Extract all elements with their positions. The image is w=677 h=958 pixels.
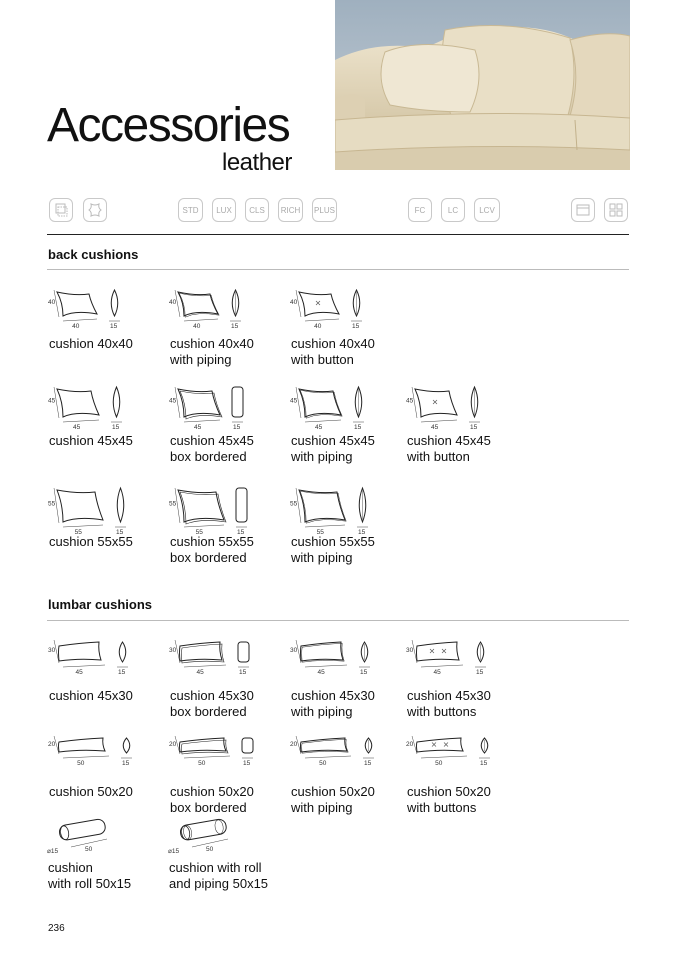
depth-dimension: 15 (118, 669, 126, 676)
cushion-front-shape (57, 292, 97, 316)
cushion-name: cushion 45x30 (49, 688, 133, 703)
grid-modules-icon (604, 198, 628, 222)
cushion-label (48, 860, 131, 892)
roll-drawing (168, 822, 283, 862)
cushion-drawing (290, 484, 405, 536)
width-dimension: 50 (435, 760, 443, 767)
height-dimension: 55 (290, 500, 298, 508)
height-dimension: 55 (48, 500, 56, 508)
width-dimension-line (305, 665, 347, 667)
cushion-front-shape (417, 642, 460, 661)
height-dimension: 45 (290, 397, 298, 405)
cushion-drawing (406, 383, 521, 431)
cushion-item (290, 636, 405, 719)
cushion-name: cushion 45x30 (170, 688, 254, 703)
cushion-front-shape (299, 389, 341, 417)
width-dimension: 45 (430, 424, 439, 431)
width-dimension: 45 (75, 669, 83, 676)
badge-fc: FC (408, 198, 432, 222)
cushion-name: cushion 40x40 (291, 336, 375, 351)
height-dimension: 20 (290, 740, 298, 748)
width-dimension-line (421, 665, 463, 667)
cushion-drawing (406, 636, 521, 684)
cushion-item (290, 732, 405, 815)
cushion-label (170, 534, 254, 566)
cushion-front-shape (57, 389, 99, 417)
cushion-drawing (169, 383, 284, 431)
cushion-name: cushion 45x45 (170, 433, 254, 448)
cushion-item (169, 636, 284, 719)
depth-dimension: 15 (237, 529, 245, 536)
roll-shape (58, 818, 106, 841)
cushion-side-profile (117, 488, 124, 522)
depth-dimension: 15 (476, 669, 484, 676)
cushion-side-profile (111, 290, 118, 316)
depth-dimension: 15 (360, 669, 368, 676)
cushion-label (291, 534, 375, 566)
height-dimension: 45 (169, 397, 177, 405)
badge-plus: PLUS (312, 198, 337, 222)
height-dimension: 40 (169, 298, 177, 306)
cushion-label (291, 336, 375, 368)
section-heading-back: back cushions (48, 247, 139, 262)
cushion-side-profile (236, 488, 247, 522)
roll-drawing (47, 822, 162, 862)
width-dimension: 45 (433, 669, 441, 676)
width-dimension-line (305, 420, 341, 422)
cushion-name: cushion 40x40 (49, 336, 133, 351)
cushion-name: cushion 45x45 (407, 433, 491, 448)
cushion-name: cushion 55x55 (49, 534, 133, 549)
cushion-item (406, 383, 521, 463)
cushion-drawing (169, 636, 284, 684)
depth-dimension: 15 (354, 424, 362, 431)
height-dimension: 55 (169, 500, 177, 508)
cushion-label (169, 860, 268, 892)
cushion-item (48, 636, 163, 716)
cushion-label (49, 784, 133, 800)
cushion-label (49, 336, 133, 352)
cushion-item (48, 286, 163, 366)
cushion-variant: box bordered (170, 449, 247, 464)
width-dimension-line (421, 756, 467, 758)
depth-dimension: 15 (480, 760, 488, 767)
depth-dimension: 15 (470, 424, 478, 431)
cushion-item (169, 383, 284, 463)
cushion-label (407, 433, 491, 465)
width-dimension-line (63, 525, 103, 527)
width-dimension-line (305, 756, 351, 758)
depth-dimension: 15 (112, 424, 120, 431)
cushion-drawing (48, 383, 163, 431)
width-dimension: 40 (72, 323, 80, 330)
single-module-icon (571, 198, 595, 222)
cushion-drawing (169, 732, 284, 780)
cushion-front-shape (417, 738, 464, 752)
diameter-dimension: ⌀15 (168, 848, 180, 855)
height-dimension: 30 (290, 647, 298, 655)
cushion-drawing (169, 286, 284, 334)
cushion-variant: with piping (291, 550, 353, 565)
width-dimension: 55 (195, 529, 203, 536)
depth-dimension: 15 (122, 760, 130, 767)
width-dimension-line (63, 665, 105, 667)
page-subtitle: leather (222, 149, 292, 176)
height-dimension: 20 (48, 740, 56, 748)
cushion-name: cushion 50x20 (170, 784, 254, 799)
width-dimension: 45 (317, 669, 325, 676)
cushion-drawing (169, 484, 284, 536)
cushion-variant: with buttons (407, 800, 477, 815)
width-dimension-line (184, 319, 218, 321)
page-number: 236 (48, 923, 65, 934)
cushion-label (291, 433, 375, 465)
width-dimension-line (421, 420, 457, 422)
width-dimension: 40 (314, 323, 322, 330)
cushion-item (48, 732, 163, 812)
cushion-name: cushion 45x45 (291, 433, 375, 448)
width-dimension: 45 (193, 424, 202, 431)
height-dimension: 20 (169, 740, 177, 748)
depth-dimension: 15 (239, 669, 247, 676)
cushion-variant: and piping 50x15 (169, 876, 269, 891)
cushion-name: cushion 45x30 (291, 688, 375, 703)
cushion-variant: with piping (291, 449, 353, 464)
cushion-front-shape (301, 738, 348, 752)
cushion-variant: with buttons (407, 704, 477, 719)
cushion-name: cushion (48, 860, 93, 875)
cushion-item (406, 732, 521, 815)
height-dimension: 30 (48, 647, 56, 655)
cushion-label (49, 433, 133, 449)
cushion-name: cushion 40x40 (170, 336, 254, 351)
height-dimension: 20 (406, 740, 414, 748)
depth-dimension: 15 (233, 424, 241, 431)
leather-hide-icon (83, 198, 107, 222)
cushion-variant: with button (291, 352, 354, 367)
cushion-variant: with piping (291, 800, 353, 815)
height-dimension: 40 (290, 298, 298, 306)
width-dimension: 55 (316, 529, 324, 536)
width-dimension-line (63, 756, 109, 758)
cushion-label (291, 784, 375, 816)
cushion-drawing (48, 286, 163, 334)
cushion-side-profile (242, 738, 253, 753)
width-dimension: 45 (196, 669, 204, 676)
cushion-item (169, 732, 284, 815)
width-dimension-line (63, 420, 99, 422)
depth-dimension: 15 (243, 760, 251, 767)
fabric-swatch-icon (49, 198, 73, 222)
cushion-item (168, 822, 283, 902)
cushion-label (49, 688, 133, 704)
cushion-name: cushion 45x30 (407, 688, 491, 703)
width-dimension-line (305, 525, 345, 527)
roll-shape (179, 818, 227, 841)
depth-dimension: 15 (231, 323, 239, 330)
badge-lux: LUX (212, 198, 236, 222)
width-dimension: 40 (193, 323, 201, 330)
cushion-side-profile (113, 387, 120, 417)
height-dimension: 45 (48, 397, 56, 405)
cushion-name: cushion 50x20 (291, 784, 375, 799)
height-dimension: 40 (48, 298, 56, 306)
height-dimension: 30 (169, 647, 177, 655)
diameter-dimension: ⌀15 (47, 848, 59, 855)
cushion-name: cushion 50x20 (407, 784, 491, 799)
length-dimension: 50 (206, 846, 214, 853)
width-dimension-line (184, 525, 224, 527)
cushion-drawing (290, 732, 405, 780)
cushion-side-profile (119, 642, 126, 662)
height-dimension: 45 (406, 397, 414, 405)
width-dimension: 50 (319, 760, 327, 767)
cushion-side-profile (232, 387, 243, 417)
cushion-item (48, 383, 163, 463)
cushion-name: cushion 55x55 (291, 534, 375, 549)
cushion-variant: box bordered (170, 704, 247, 719)
depth-dimension: 15 (116, 529, 124, 536)
cushion-drawing (406, 732, 521, 780)
cushion-label (170, 336, 254, 368)
cushion-drawing (290, 636, 405, 684)
depth-dimension: 15 (364, 760, 372, 767)
cushion-label (407, 688, 491, 720)
page-title: Accessories (47, 99, 290, 152)
section-divider-back (47, 269, 629, 270)
width-dimension: 45 (314, 424, 323, 431)
width-dimension: 45 (72, 424, 81, 431)
header-divider (47, 234, 629, 235)
badge-rich: RICH (278, 198, 303, 222)
cushion-variant: with piping (170, 352, 232, 367)
cushion-front-shape (59, 738, 106, 752)
cushion-name: cushion with roll (169, 860, 262, 875)
section-divider-lumbar (47, 620, 629, 621)
badge-std: STD (178, 198, 203, 222)
cushion-front-shape (180, 642, 223, 661)
cushion-variant: with piping (291, 704, 353, 719)
cushion-item (290, 286, 405, 366)
length-dimension: 50 (85, 846, 93, 853)
depth-dimension: 15 (358, 529, 366, 536)
cushion-item (290, 383, 405, 463)
cushion-label (291, 688, 375, 720)
cushion-drawing (48, 732, 163, 780)
cushion-item (290, 484, 405, 564)
cushion-name: cushion 50x20 (49, 784, 133, 799)
cushion-side-profile (123, 738, 130, 753)
cushion-front-shape (59, 642, 102, 661)
cushion-drawing (290, 383, 405, 431)
cushion-front-shape (57, 490, 103, 522)
cushion-item (169, 286, 284, 366)
cushion-label (407, 784, 491, 816)
cushion-variant: with button (407, 449, 470, 464)
cushion-drawing (290, 286, 405, 334)
cushion-label (170, 433, 254, 465)
cushion-item (48, 484, 163, 564)
badge-cls: CLS (245, 198, 269, 222)
cushion-item (47, 822, 162, 902)
sofa-photo (335, 0, 630, 170)
badge-lcv: LCV (474, 198, 500, 222)
cushion-item (169, 484, 284, 564)
cushion-name: cushion 55x55 (170, 534, 254, 549)
depth-dimension: 15 (352, 323, 360, 330)
depth-dimension: 15 (110, 323, 118, 330)
cushion-item (406, 636, 521, 719)
cushion-side-profile (238, 642, 249, 662)
badge-lc: LC (441, 198, 465, 222)
width-dimension: 55 (74, 529, 82, 536)
cushion-label (170, 688, 254, 720)
width-dimension-line (305, 319, 339, 321)
cushion-variant: with roll 50x15 (48, 876, 132, 891)
cushion-label (170, 784, 254, 816)
width-dimension-line (184, 420, 220, 422)
width-dimension-line (184, 756, 230, 758)
cushion-drawing (48, 484, 163, 536)
cushion-variant: box bordered (170, 550, 247, 565)
section-heading-lumbar: lumbar cushions (48, 597, 153, 612)
cushion-label (49, 534, 133, 550)
width-dimension-line (184, 665, 226, 667)
width-dimension: 50 (77, 760, 85, 767)
height-dimension: 30 (406, 647, 414, 655)
width-dimension: 50 (198, 760, 206, 767)
cushion-name: cushion 45x45 (49, 433, 133, 448)
cushion-variant: box bordered (170, 800, 247, 815)
width-dimension-line (63, 319, 97, 321)
cushion-drawing (48, 636, 163, 684)
